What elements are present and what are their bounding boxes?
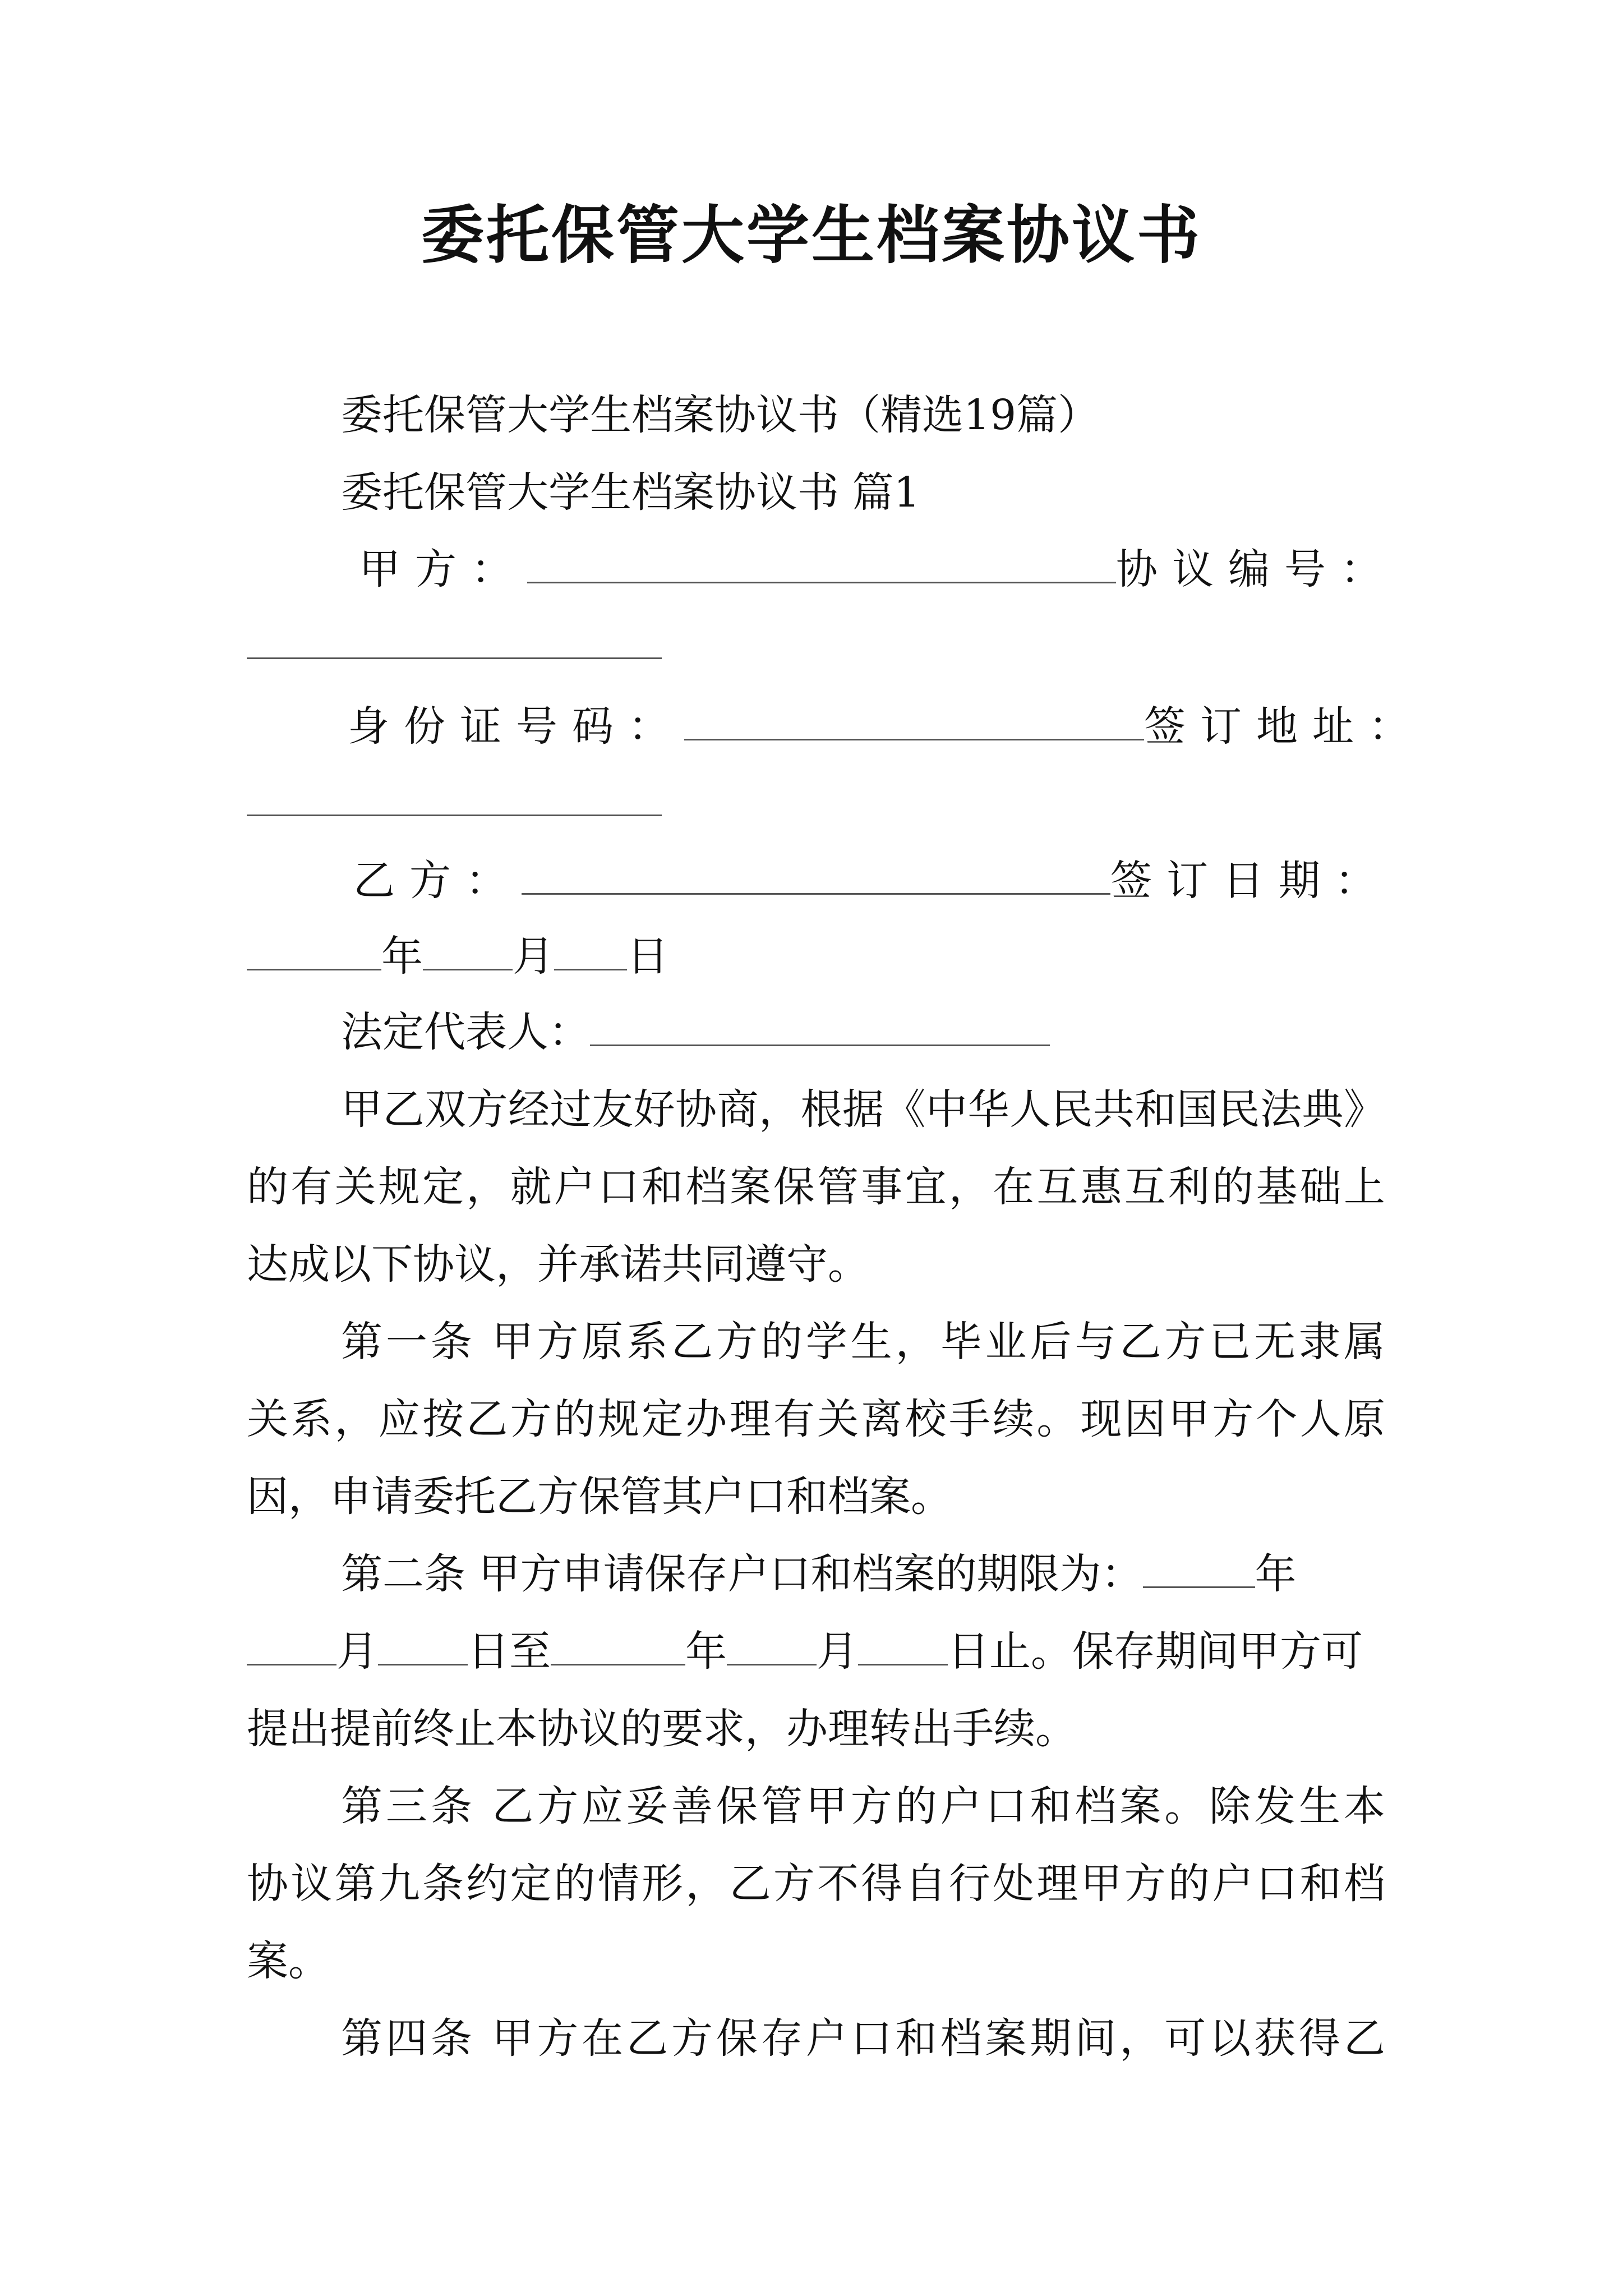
sign-day-blank[interactable]: [554, 932, 627, 970]
sign-date-label: 签订日期：: [1110, 857, 1391, 905]
period-start-year-label: 年: [1255, 1550, 1297, 1598]
id-row: [247, 698, 1424, 754]
sign-month-blank[interactable]: [423, 932, 513, 970]
sign-date-row: [247, 928, 1385, 984]
party-b-blank[interactable]: [522, 856, 1110, 895]
legal-rep-row: [247, 1004, 1385, 1060]
article-4-line-1: 第四条 甲方在乙方保存户口和档案期间，可以获得乙: [341, 2014, 1385, 2063]
sign-year-label: 年: [381, 932, 423, 981]
sign-address-blank[interactable]: [247, 777, 662, 816]
intro-line-3: 达成以下协议，并承诺共同遵守。: [247, 1240, 869, 1289]
subtitle: 委托保管大学生档案协议书（精选19篇）: [341, 391, 1100, 439]
article-3-line-2: 协议第九条约定的情形，乙方不得自行处理甲方的户口和档: [247, 1860, 1385, 1908]
sign-address-row: [247, 774, 1385, 830]
party-a-row: [247, 541, 1396, 597]
article-1-line-3: 因，申请委托乙方保管其户口和档案。: [247, 1473, 952, 1521]
article-2-line-2-rest: 日止。保存期间甲方可: [948, 1627, 1363, 1676]
period-start-month-label: 月: [336, 1627, 378, 1676]
agreement-no-label: 协议编号：: [1116, 545, 1396, 593]
section-heading: 委托保管大学生档案协议书 篇1: [341, 468, 920, 517]
period-start-month-blank[interactable]: [247, 1627, 336, 1665]
article-3-line-1: 第三条 乙方应妥善保管甲方的户口和档案。除发生本: [341, 1782, 1385, 1830]
party-b-row: [247, 853, 1391, 909]
sign-month-label: 月: [513, 932, 554, 981]
period-end-month-label: 月: [817, 1627, 858, 1676]
legal-rep-label: 法定代表人：: [341, 1008, 590, 1056]
period-end-year-label: 年: [685, 1627, 727, 1676]
article-1-line-1: 第一条 甲方原系乙方的学生，毕业后与乙方已无隶属: [341, 1318, 1385, 1366]
period-end-year-blank[interactable]: [551, 1627, 685, 1665]
article-2-line-2: [247, 1623, 1385, 1680]
sign-day-label: 日: [627, 932, 668, 981]
legal-rep-blank[interactable]: [590, 1007, 1050, 1046]
document-title: 委托保管大学生档案协议书: [421, 199, 1202, 272]
period-end-day-blank[interactable]: [858, 1627, 948, 1665]
agreement-no-blank[interactable]: [247, 620, 662, 659]
party-a-label: 甲方：: [359, 545, 527, 593]
period-start-year-blank[interactable]: [1143, 1549, 1255, 1588]
article-2-line-3: 提出提前终止本协议的要求，办理转出手续。: [247, 1705, 1077, 1753]
intro-line-1: 甲乙双方经过友好协商，根据《中华人民共和国民法典》: [341, 1085, 1385, 1134]
article-2-line-1: [247, 1546, 1385, 1602]
sign-year-blank[interactable]: [247, 932, 381, 970]
id-number-label: 身份证号码：: [348, 702, 684, 751]
article-1-line-2: 关系，应按乙方的规定办理有关离校手续。现因甲方个人原: [247, 1395, 1385, 1443]
agreement-no-row: [247, 617, 1385, 673]
id-number-blank[interactable]: [684, 702, 1144, 740]
party-a-blank[interactable]: [527, 545, 1116, 583]
sign-address-label: 签订地址：: [1144, 702, 1424, 751]
period-end-month-blank[interactable]: [727, 1627, 817, 1665]
article-2-text: 第二条 甲方申请保存户口和档案的期限为：: [341, 1550, 1143, 1598]
party-b-label: 乙方：: [353, 857, 522, 905]
article-3-line-3: 案。: [247, 1937, 330, 1985]
period-start-day-label: 日至: [468, 1627, 551, 1676]
period-start-day-blank[interactable]: [378, 1627, 468, 1665]
intro-line-2: 的有关规定，就户口和档案保管事宜，在互惠互利的基础上: [247, 1163, 1385, 1211]
